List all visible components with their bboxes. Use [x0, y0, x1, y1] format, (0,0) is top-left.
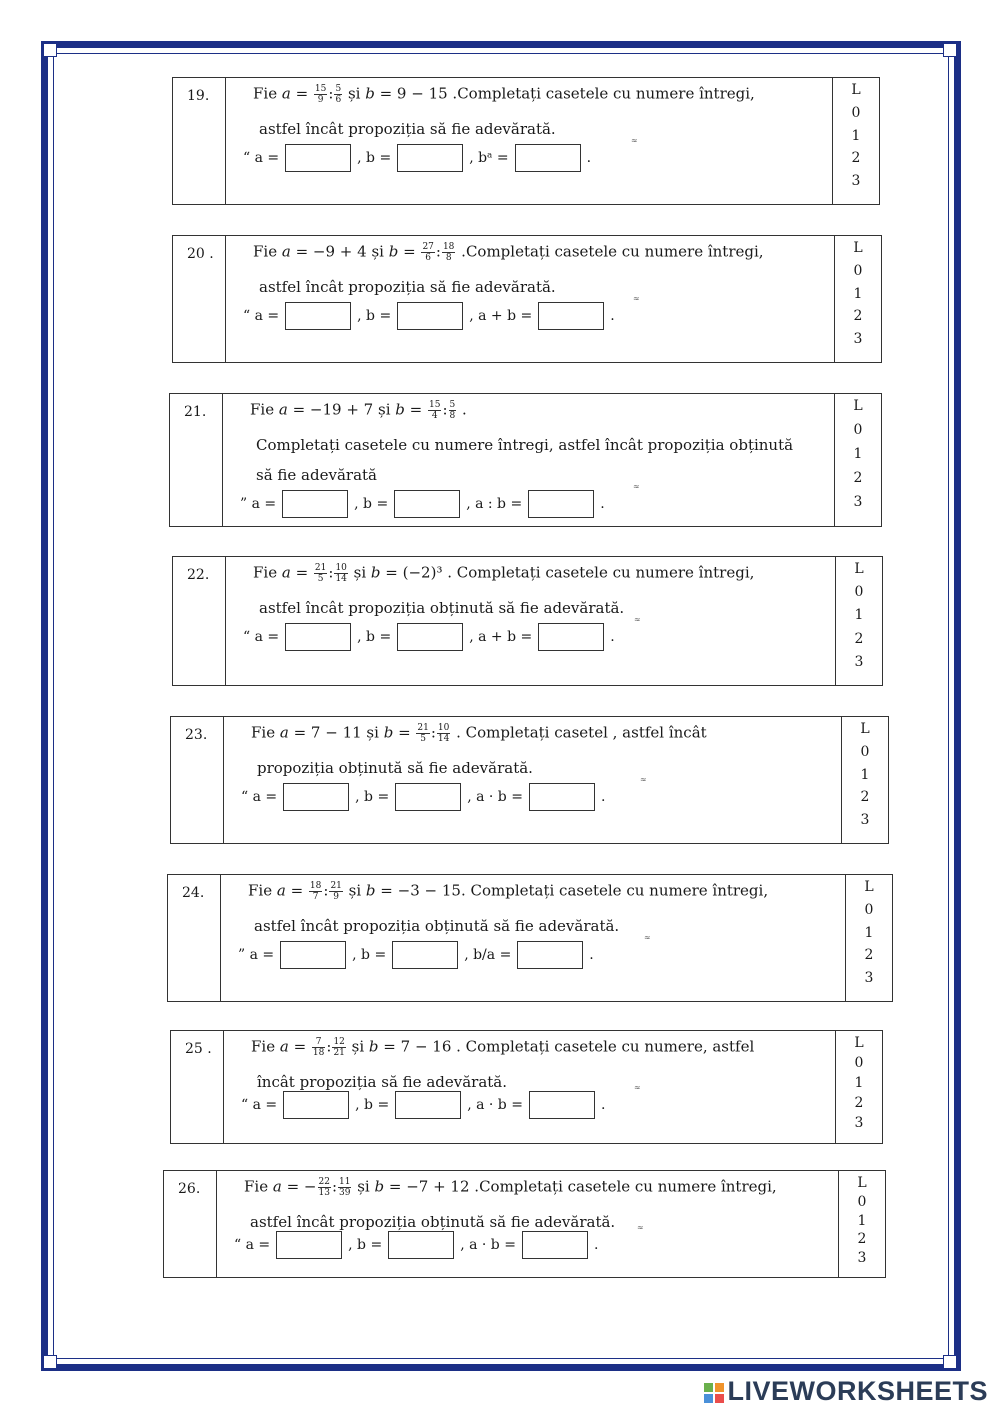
fraction: $\frac{12}{21}$: [333, 1037, 345, 1058]
exercise-25: [170, 1030, 883, 1144]
exercise-20: [172, 235, 882, 363]
exercise-statement-cont: Completați casetele cu numere întregi, astfel încât propoziția obținută: [256, 436, 794, 454]
score-level: L: [864, 879, 874, 895]
answer-box-result[interactable]: [529, 783, 595, 811]
fraction: $\frac{10}{14}$: [335, 563, 347, 584]
score-column: [841, 717, 888, 843]
exercise-26: [163, 1170, 886, 1278]
answer-row: “ a = , b = , a · b = .: [234, 1231, 598, 1259]
exercise-statement: Fie a = −19 + 7 și b = $\frac{15}{4}$ : $\frac{5}{8}$ .: [250, 400, 467, 421]
score-level: 1: [860, 766, 870, 783]
fraction: $\frac{5}{8}$: [449, 400, 456, 421]
fraction: $\frac{21}{5}$: [314, 563, 327, 584]
answer-box-a[interactable]: [276, 1231, 342, 1259]
column-divider: [222, 394, 223, 526]
exercise-statement-cont: încât propoziția să fie adevărată.: [257, 1073, 508, 1091]
column-divider: [220, 875, 221, 1001]
score-level: 0: [864, 901, 874, 918]
score-column: [834, 394, 881, 526]
score-level: L: [854, 1035, 864, 1051]
answer-box-b[interactable]: [388, 1231, 454, 1259]
score-level: 1: [853, 285, 863, 302]
fraction: $\frac{5}{6}$: [335, 84, 342, 105]
answer-box-a[interactable]: [282, 490, 348, 518]
exercise-statement-cont: să fie adevărată: [256, 466, 377, 484]
answer-box-a[interactable]: [280, 941, 346, 969]
score-level: 2: [851, 150, 861, 167]
exercise-24: [167, 874, 893, 1002]
score-level: 1: [854, 1075, 864, 1091]
column-divider: [225, 557, 226, 685]
fraction: $\frac{27}{6}$: [422, 242, 434, 263]
exercise-22: [172, 556, 883, 686]
answer-box-b[interactable]: [392, 941, 458, 969]
exercise-number: 25 .: [185, 1041, 212, 1057]
exercise-number: 23.: [185, 727, 208, 743]
score-level: 1: [864, 924, 874, 941]
score-level: 3: [854, 1115, 864, 1131]
scan-mark: ≈: [634, 1083, 641, 1092]
answer-box-b[interactable]: [397, 144, 463, 172]
scan-mark: ≈: [640, 775, 647, 784]
score-level: 2: [854, 1095, 864, 1111]
answer-row: “ a = , b = , a · b = .: [241, 1091, 605, 1119]
corner-ornament: [943, 43, 957, 57]
scan-mark: ≈: [634, 615, 641, 624]
answer-box-result[interactable]: [517, 941, 583, 969]
column-divider: [223, 1031, 224, 1143]
score-level: 0: [853, 422, 863, 438]
score-level: 2: [854, 630, 864, 647]
answer-box-a[interactable]: [283, 783, 349, 811]
exercise-statement: Fie a = 7 − 11 și b = $\frac{21}{5}$ : $\frac{10}{14}$ . Completați casetel , astfel încât: [251, 723, 707, 744]
fraction: $\frac{15}{9}$: [314, 84, 327, 105]
exercise-statement: Fie a = $\frac{18}{7}$ : $\frac{21}{9}$ și b = −3 − 15. Completați casetele cu numere întregi,: [248, 881, 769, 902]
answer-box-result[interactable]: [538, 623, 604, 651]
fraction: $\frac{18}{7}$: [309, 881, 322, 902]
scan-mark: ≈: [631, 136, 638, 145]
answer-row: ” a = , b = , b/a = .: [238, 941, 594, 969]
liveworksheets-logo: [704, 1376, 988, 1407]
score-level: 2: [853, 470, 863, 486]
score-level: 1: [851, 127, 861, 144]
answer-box-a[interactable]: [285, 302, 351, 330]
exercise-statement-cont: astfel încât propoziția să fie adevărată.: [259, 278, 556, 296]
score-level: 2: [853, 308, 863, 325]
corner-ornament: [43, 1355, 57, 1369]
answer-box-result[interactable]: [522, 1231, 588, 1259]
answer-box-result[interactable]: [529, 1091, 595, 1119]
fraction: $\frac{7}{18}$: [312, 1037, 325, 1058]
answer-row: ” a = , b = , a : b = .: [240, 490, 605, 518]
score-level: 3: [864, 970, 874, 987]
scan-mark: ≈: [633, 294, 640, 303]
answer-box-a[interactable]: [283, 1091, 349, 1119]
fraction: $\frac{15}{4}$: [428, 400, 441, 421]
exercise-number: 19.: [187, 88, 210, 104]
score-level: 3: [857, 1250, 867, 1267]
score-level: 1: [857, 1212, 867, 1229]
corner-ornament: [943, 1355, 957, 1369]
score-level: 0: [860, 743, 870, 760]
score-level: 3: [860, 812, 870, 829]
exercise-statement: Fie a = $\frac{21}{5}$ : $\frac{10}{14}$ și b = (−2)³ . Completați casetele cu numere întregi,: [253, 563, 755, 584]
exercise-statement-cont: astfel încât propoziția obținută să fie adevărată.: [250, 1213, 616, 1231]
score-column: [834, 236, 881, 362]
column-divider: [216, 1171, 217, 1277]
scan-mark: ≈: [637, 1223, 644, 1232]
exercise-statement-cont: propoziția obținută să fie adevărată.: [257, 759, 533, 777]
score-level: 0: [854, 584, 864, 601]
answer-box-a[interactable]: [285, 623, 351, 651]
answer-row: “ a = , b = , a + b = .: [243, 302, 615, 330]
exercise-statement: Fie a = −9 + 4 și b = $\frac{27}{6}$ : $\frac{18}{8}$ .Completați casetele cu numere întregi,: [253, 242, 764, 263]
exercise-statement: Fie a = $\frac{15}{9}$ : $\frac{5}{6}$ și b = 9 − 15 .Completați casetele cu numere întregi,: [253, 84, 755, 105]
exercise-statement-cont: astfel încât propoziția obținută să fie adevărată.: [259, 599, 625, 617]
score-column: [835, 557, 882, 685]
score-level: 3: [853, 494, 863, 510]
answer-box-b[interactable]: [397, 302, 463, 330]
column-divider: [225, 236, 226, 362]
score-level: L: [860, 721, 870, 737]
score-level: 2: [860, 789, 870, 806]
score-level: 0: [851, 104, 861, 121]
answer-box-b[interactable]: [395, 1091, 461, 1119]
answer-row: “ a = , b = , bᵃ = .: [243, 144, 591, 172]
score-level: 2: [864, 947, 874, 964]
fraction: $\frac{21}{9}$: [330, 881, 342, 902]
score-level: L: [854, 561, 864, 577]
score-level: L: [853, 398, 863, 414]
score-level: 0: [853, 262, 863, 279]
exercise-21: [169, 393, 882, 527]
logo-icon: [704, 1383, 724, 1403]
exercise-number: 20 .: [187, 246, 214, 262]
exercise-number: 24.: [182, 885, 205, 901]
fraction: $\frac{10}{14}$: [437, 723, 450, 744]
score-level: 2: [857, 1231, 867, 1248]
exercise-statement: Fie a = − $\frac{22}{13}$ : $\frac{11}{39}$ și b = −7 + 12 .Completați casetele cu numere întregi,: [244, 1177, 777, 1198]
score-level: 1: [854, 607, 864, 624]
score-level: 3: [854, 653, 864, 670]
logo-text: LIVEWORKSHEETS: [727, 1376, 988, 1406]
answer-box-b[interactable]: [394, 490, 460, 518]
exercise-statement: Fie a = $\frac{7}{18}$ : $\frac{12}{21}$ și b = 7 − 16 . Completați casetele cu numere, astfel: [251, 1037, 755, 1058]
score-level: 1: [853, 446, 863, 462]
score-column: [838, 1171, 885, 1277]
score-level: 3: [851, 173, 861, 190]
fraction: $\frac{11}{39}$: [339, 1177, 351, 1198]
answer-box-result[interactable]: [515, 144, 581, 172]
answer-box-result[interactable]: [538, 302, 604, 330]
score-level: L: [853, 240, 863, 256]
fraction: $\frac{22}{13}$: [318, 1177, 330, 1198]
score-column: [832, 78, 879, 204]
score-column: [845, 875, 892, 1001]
exercise-number: 22.: [187, 567, 210, 583]
corner-ornament: [43, 43, 57, 57]
exercise-statement-cont: astfel încât propoziția să fie adevărată.: [259, 120, 556, 138]
exercise-number: 26.: [178, 1181, 201, 1197]
exercise-statement-cont: astfel încât propoziția obținută să fie adevărată.: [254, 917, 620, 935]
scan-mark: ≈: [644, 933, 651, 942]
score-column: [835, 1031, 882, 1143]
score-level: 3: [853, 331, 863, 348]
fraction: $\frac{21}{5}$: [417, 723, 429, 744]
scan-mark: ≈: [633, 482, 640, 491]
answer-box-b[interactable]: [397, 623, 463, 651]
answer-row: “ a = , b = , a + b = .: [243, 623, 615, 651]
answer-box-result[interactable]: [528, 490, 594, 518]
exercise-number: 21.: [184, 404, 207, 420]
exercise-19: [172, 77, 880, 205]
fraction: $\frac{18}{8}$: [442, 242, 455, 263]
score-level: L: [857, 1175, 867, 1191]
score-level: 0: [857, 1193, 867, 1210]
column-divider: [223, 717, 224, 843]
answer-row: “ a = , b = , a · b = .: [241, 783, 605, 811]
score-level: 0: [854, 1055, 864, 1071]
score-level: L: [851, 82, 861, 98]
column-divider: [225, 78, 226, 204]
answer-box-a[interactable]: [285, 144, 351, 172]
answer-box-b[interactable]: [395, 783, 461, 811]
exercise-23: [170, 716, 889, 844]
